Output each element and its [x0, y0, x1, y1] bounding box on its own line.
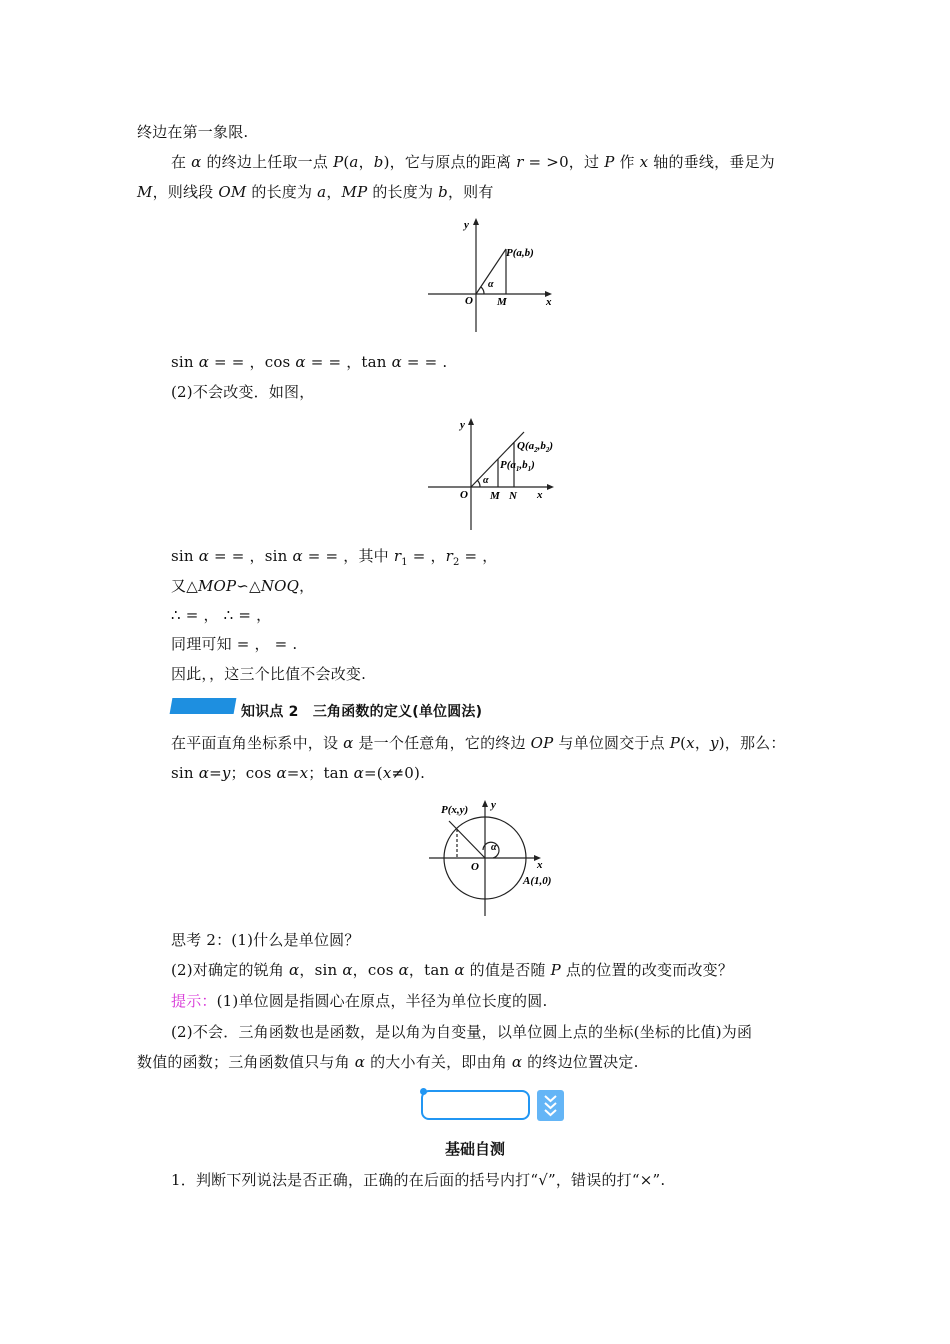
section-marker-bar — [170, 698, 237, 714]
point-a-label: A(1,0) — [523, 875, 552, 887]
axis-x-label: x — [546, 296, 552, 308]
point-m-label: M — [490, 490, 500, 502]
axis-y-label: y — [464, 219, 469, 231]
point-q-label: $Q(a_2,b_2)$ — [517, 440, 554, 454]
section-heading: 知识点 2 三角函数的定义(单位圆法) — [241, 704, 483, 720]
text-line: 数值的函数；三角函数值只与角 α 的大小有关，即由角 α 的终边位置决定. — [137, 1053, 639, 1071]
text-line: (2)对确定的锐角 α，sin α，cos α，tan α 的值是否随 P 点的位置的改变而改变？ — [171, 961, 734, 979]
angle-alpha-label: α — [488, 279, 494, 290]
origin-label: O — [465, 295, 473, 307]
text-line: 提示：(1)单位圆是指圆心在原点，半径为单位长度的圆. — [171, 992, 548, 1010]
axis-y-label: y — [460, 419, 465, 431]
text-line: sin α=y；cos α=x；tan α=(x≠0). — [171, 764, 426, 782]
angle-alpha-label: α — [483, 475, 489, 486]
hint-label: 提示： — [171, 992, 217, 1010]
figure-similar-triangles — [420, 412, 570, 537]
point-p-label: P(x,y) — [441, 804, 469, 816]
origin-label: O — [471, 861, 479, 873]
text-line: (2)不会改变．如图， — [171, 383, 315, 401]
question-line: 1．判断下列说法是否正确，正确的在后面的括号内打“√”，错误的打“×”. — [171, 1171, 666, 1189]
text-line: sin α = = ，sin α = = ，其中 $r_1$ = ，$r_2$ = ， — [171, 547, 498, 568]
axis-y-label: y — [491, 799, 496, 811]
figure-unit-circle — [425, 796, 565, 918]
text-line: 在平面直角坐标系中，设 α 是一个任意角，它的终边 OP 与单位圆交于点 P(x，y)，那么： — [171, 734, 786, 752]
text-line: 思考 2：(1)什么是单位圆？ — [171, 931, 360, 949]
point-n-label: N — [509, 490, 517, 502]
axis-x-label: x — [537, 859, 543, 871]
figure-angle-point — [420, 212, 560, 340]
point-p-label: P(a,b) — [506, 247, 534, 259]
text-line: M，则线段 OM 的长度为 a，MP 的长度为 b，则有 — [137, 183, 494, 201]
section-title: 基础自测 — [444, 1140, 505, 1158]
axis-x-label: x — [537, 489, 543, 501]
origin-label: O — [460, 489, 468, 501]
chevron-down-icon — [537, 1090, 564, 1121]
text-line: sin α = = ，cos α = = ，tan α = = . — [171, 353, 448, 371]
point-m-label: M — [497, 296, 507, 308]
angle-alpha-label: α — [491, 842, 497, 853]
text-line: ∴ = ， ∴ = ， — [171, 606, 272, 624]
text-line: 又△MOP∽△NOQ， — [171, 577, 315, 595]
badge-frame — [421, 1090, 530, 1120]
text-line: 在 α 的终边上任取一点 P(a，b)，它与原点的距离 r = >0，过 P 作 x 轴的垂线，垂足为 — [171, 153, 775, 171]
text-line: 同理可知 = ， = . — [171, 635, 298, 653]
text-line: 终边在第一象限. — [137, 123, 249, 141]
point-p-label: $P(a_1,b_1)$ — [500, 459, 535, 473]
text-line: (2)不会．三角函数也是函数，是以角为自变量，以单位圆上点的坐标(坐标的比值)为函 — [171, 1023, 753, 1041]
text-line: 因此，，这三个比值不会改变. — [171, 665, 367, 683]
